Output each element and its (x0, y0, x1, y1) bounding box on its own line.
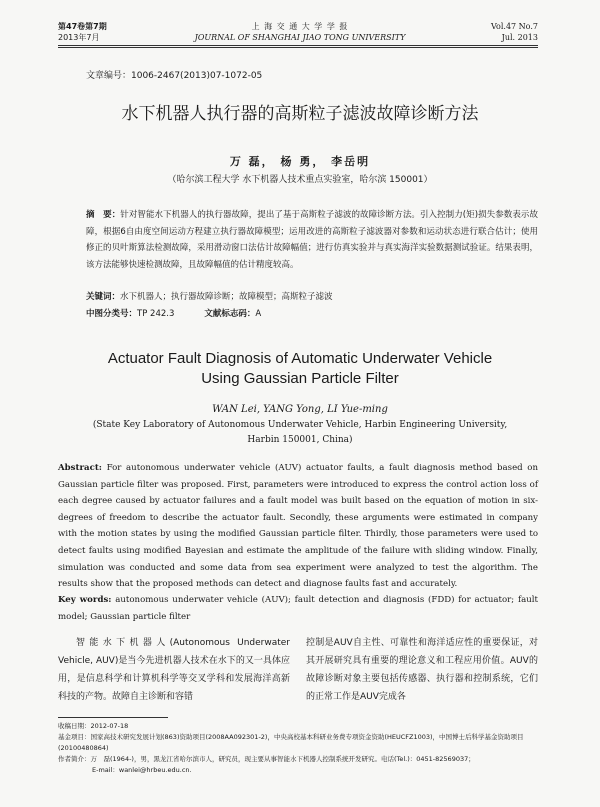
keywords-cn (86, 290, 538, 304)
article-number: 文章编号：1006-2467(2013)07-1072-05 (86, 71, 263, 81)
affiliation-cn: （哈尔滨工程大学 水下机器人技术重点实验室，哈尔滨 150001） (167, 175, 433, 185)
title-en-line2: Using Gaussian Particle Filter (201, 370, 399, 387)
doc-code-value: A (255, 309, 262, 319)
header-volume-en: Vol.47 No.7 (491, 22, 538, 31)
keywords-en-text: autonomous underwater vehicle (AUV); fault detection and diagnosis (FDD) for actuator; fault model; Gaussian particle filter (58, 595, 538, 622)
authors-cn: 万 磊， 杨 勇， 李岳明 (229, 155, 371, 168)
body-column-right: 控制是AUV自主性、可靠性和海洋适应性的重要保证，对其开展研究具有重要的理论意义和工程应用价值。AUV的故障诊断对象主要包括传感器、执行器和控制系统，它们的正常工作是AUV完成各 (306, 638, 538, 702)
header-date-cn: 2013年7月 (58, 33, 100, 42)
footnote-fund: 基金项目：国家高技术研究发展计划(863)资助项目(2008AA092301-2)，中央高校基本科研业务费专项资金资助(HEUCFZ1003)，中国博士后科学基金资助项目(20100480864) (58, 733, 524, 752)
abstract-cn-label: 摘 要： (86, 210, 121, 220)
footnote-received: 收稿日期：2012-07-18 (58, 722, 129, 730)
header-rule-top (58, 45, 538, 46)
keywords-cn-label: 关键词： (86, 292, 121, 302)
title-cn: 水下机器人执行器的高斯粒子滤波故障诊断方法 (121, 104, 479, 124)
classification-cn (86, 307, 261, 321)
keywords-en (58, 592, 538, 625)
abstract-en-text: For autonomous underwater vehicle (AUV) actuator faults, a fault diagnosis method based on Gaussian particle filter was proposed. First, parameters were introduced to express the control action loss of each degree caused by actuator failures and a fault model was built based on the equation of motion in six-degrees of freedom to describe the actuator fault. Secondly, these arguments were estimated in company with the motion states by using the modified Gaussian particle filter. Thirdly, those parameters were used to detect faults using modified Bayesian and estimate the amplitude of the failure with sliding window. Finally, simulation was conducted and some data from sea experiment were analyzed to test the algorithm. The results show that the proposed methods can detect and diagnose faults fast and accurately. (58, 463, 539, 590)
footnotes (58, 721, 538, 776)
title-en-line1: Actuator Fault Diagnosis of Automatic Underwater Vehicle (107, 350, 493, 367)
header-journal-cn: 上 海 交 通 大 学 学 报 (251, 22, 349, 31)
abstract-en (58, 460, 538, 593)
header-journal-en: JOURNAL OF SHANGHAI JIAO TONG UNIVERSITY (194, 33, 406, 42)
classification-value: TP 242.3 (137, 309, 175, 319)
header-volume-cn: 第47卷第7期 (58, 22, 107, 31)
body-column-left: 智能水下机器人(Autonomous Underwater Vehicle, AUV)是当今先进机器人技术在水下的又一具体应用，是信息科学和计算机科学等交叉学科和发展海洋高新科技的产物。故障自主诊断和容错 (58, 638, 290, 702)
keywords-cn-text: 水下机器人；执行器故障诊断；故障模型；高斯粒子滤波 (120, 292, 333, 302)
doc-code-label: 文献标志码： (204, 309, 256, 319)
affiliation-en-line1: (State Key Laboratory of Autonomous Underwater Vehicle, Harbin Engineering University, (92, 420, 508, 430)
classification-label: 中图分类号： (86, 309, 138, 319)
header-date-en: Jul. 2013 (501, 33, 538, 42)
header-rule-bottom (58, 47, 538, 48)
abstract-cn-text: 针对智能水下机器人的执行器故障，提出了基于高斯粒子滤波的故障诊断方法。引入控制力(矩)损失参数表示故障，根据6自由度空间运动方程建立执行器故障模型；运用改进的高斯粒子滤波器对参数和运动状态进行联合估计；使用修正的贝叶斯算法检测故障，采用滑动窗口法估计故障幅值；进行仿真实验并与真实海洋实验数据测试验证。结果表明，该方法能够快速检测故障，且故障幅值的估计精度较高。 (86, 210, 538, 270)
abstract-en-label: Abstract: (58, 463, 102, 473)
footnote-email: E-mail：wanlei@hrbeu.edu.cn. (92, 766, 192, 774)
footnote-author: 作者简介：万 磊(1964-)，男，黑龙江省哈尔滨市人，研究员，现主要从事智能水下机器人控制系统开发研究。电话(Tel.)：0451-82569037； (58, 755, 475, 763)
authors-en: WAN Lei, YANG Yong, LI Yue-ming (212, 404, 388, 415)
keywords-en-label: Key words: (58, 595, 112, 605)
footnote-rule (58, 717, 168, 718)
abstract-cn (86, 207, 538, 273)
affiliation-en-line2: Harbin 150001, China) (247, 435, 353, 445)
